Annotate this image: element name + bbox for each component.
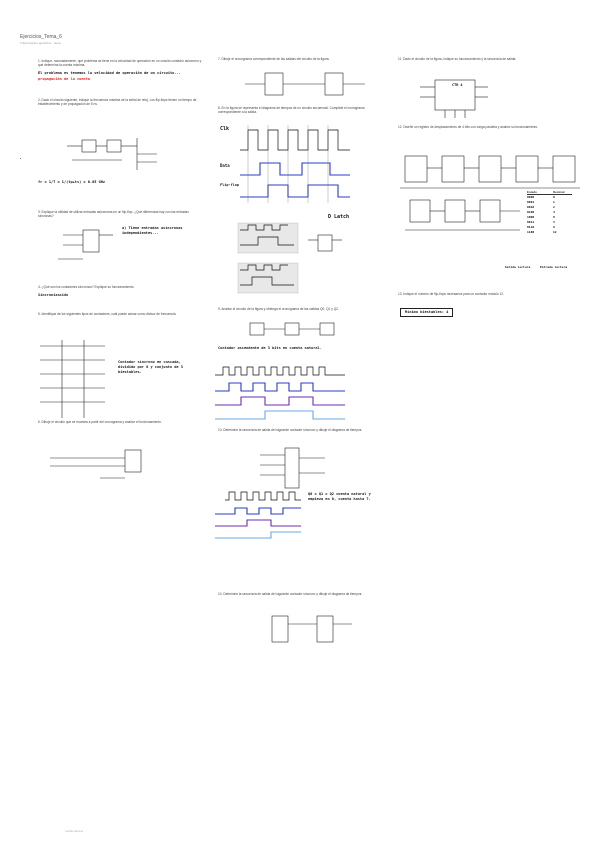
column-3 [398, 55, 568, 63]
q10-text: 10. Determine la secuencia de salida del siguiente contador síncrono y dibuje el diagrama de tiempos. [218, 428, 363, 432]
label-flipflop: Flip-flop [220, 183, 239, 187]
q5-answer: Contador síncrono en cascada, dividido por 8 y conjunto de 3 biestables. [118, 360, 183, 374]
table-cell-decimal: 0 [553, 195, 555, 199]
q1-text: 1. Indique, razonadamente, qué problema se tiene en la velocidad de operación en un circuito contador asíncrono y qué determina la cuenta máxima. [38, 59, 202, 67]
margin-mark [20, 158, 21, 159]
table-cell-state: 0110 [527, 225, 535, 229]
q8-timing-diagram [240, 125, 365, 205]
q7-circuit-diagram [240, 70, 370, 100]
q10-answer: Q0 = Q1 = Q2 cuenta natural y empieza en 0, cuenta hasta 7. [308, 492, 371, 501]
table-header-decimal: Decimal [553, 190, 565, 194]
q5-truth-table-sketch [40, 340, 110, 420]
q9-block [218, 307, 383, 313]
q3-text: 3. Explique la utilidad de utilizar entradas asíncronas en un flip-flop. ¿Qué diferencias hay con las entradas síncronas? [38, 210, 189, 218]
table-cell-decimal: 3 [553, 220, 555, 224]
table-cell-state: 0011 [527, 220, 535, 224]
q9-circuit-diagram [245, 320, 365, 340]
q5-block [38, 312, 203, 318]
document-title: Ejercicios_Tema_6 [20, 34, 62, 40]
q6-text: 6. Dibuje el circuito que se muestra a partir del cronograma y analice el funcionamiento. [38, 420, 162, 424]
note-left: Salida lectura [505, 265, 531, 269]
q9-timing-diagram [215, 365, 365, 425]
table-cell-state: 0100 [527, 210, 535, 214]
q4-answer: Sincronización [38, 292, 69, 297]
document-subtitle: Transcripción ejercicios · tema [20, 41, 61, 45]
table-cell-state: 0010 [527, 205, 535, 209]
q3-block [38, 210, 203, 220]
table-cell-state: 0000 [527, 195, 535, 199]
q2-text: 2. Dado el circuito siguiente, indique la frecuencia máxima de la señal de reloj. Los flip-flops tienen un tiempo de establecimiento y de propagación de 5 ns. [38, 97, 197, 106]
q8-latch-diagrams [228, 215, 368, 295]
table-cell-state: 1100 [527, 230, 535, 234]
q12-text: 12. Diseñe un registro de desplazamiento de 4 bits con carga paralela y analice su funcionamiento. [398, 125, 538, 129]
q13-text: 13. Indique el número de flip-flops necesarios para un contador módulo 12. [398, 292, 504, 296]
table-cell-decimal: 2 [553, 205, 555, 209]
table-cell-decimal: 12 [553, 230, 557, 234]
q9-text: 9. Analice el circuito de la figura y obtenga el cronograma de las salidas Q0, Q1 y Q2. [218, 307, 339, 311]
q1-answer: El problema es tenemos la velocidad de operación de un circuito... [38, 70, 181, 75]
q8-text: 8. En la figura se representa el diagrama de tiempos de un circuito secuencial. Complete el cronograma correspondiente a la salida. [218, 106, 365, 114]
chip-label: CTR 4 [452, 83, 463, 87]
q2-circuit-diagram [62, 130, 182, 180]
q13-block [398, 292, 568, 298]
q5-text: 5. Identifique de los siguientes tipos de contadores, cuál puede actuar como divisor de frecuencia. [38, 312, 177, 316]
table-cell-state: 0001 [527, 200, 535, 204]
q1-highlight: propagación de la cuenta [38, 77, 90, 82]
q10-circuit-diagram [255, 443, 335, 493]
table-row [527, 230, 572, 235]
q9-answer: Contador ascendente de 3 bits en cuenta natural. [218, 346, 322, 350]
q12-shift-register-diagram [400, 148, 585, 193]
table-cell-decimal: 8 [553, 215, 555, 219]
q3-flipflop-diagram [58, 225, 118, 265]
q4-block [38, 285, 203, 301]
q8-block [218, 106, 383, 116]
label-data: Data [220, 163, 230, 168]
label-clk: Clk [220, 126, 230, 132]
label-d-latch: D Latch [328, 214, 350, 220]
footer-text: nombre alumno [65, 830, 84, 833]
q11-text: 11. Dado el circuito de la figura, indique su funcionamiento y la secuencia de salida. [398, 57, 517, 61]
q10b-circuit-diagram [262, 612, 362, 652]
table-header-state: Estado [527, 190, 538, 194]
q12-register-diagram-2 [400, 195, 530, 240]
q3-answer: a) Tiene entradas asíncronas independientes... [122, 226, 183, 235]
table-cell-decimal: 6 [553, 225, 555, 229]
q2-calculation: fr = 1/T = 1/(tp+ts) = 0.05 GHz [38, 180, 106, 184]
q7-text: 7. Dibuje el cronograma correspondiente de las salidas del circuito de la figura. [218, 57, 330, 61]
q12-block [398, 125, 568, 131]
q11-chip-diagram [420, 75, 490, 120]
q10b-block [218, 592, 383, 598]
table-cell-decimal: 1 [553, 200, 555, 204]
column-1 [38, 55, 203, 108]
state-table [527, 190, 572, 235]
column-2 [218, 55, 383, 63]
q6-block [38, 420, 203, 426]
q13-answer: Mínimo biestables: 4 [400, 308, 453, 317]
q6-circuit-diagram [40, 438, 150, 498]
note-right: Entrada lectura [540, 265, 568, 269]
q10-block [218, 428, 383, 434]
q10b-text: 10. Determine la secuencia de salida del siguiente contador síncrono y dibuje el diagrama de tiempos. [218, 592, 363, 596]
table-body [527, 195, 572, 235]
table-cell-decimal: 4 [553, 210, 555, 214]
q4-text: 4. ¿Qué son los contadores síncronos? Explique su funcionamiento. [38, 285, 135, 289]
table-cell-state: 1000 [527, 215, 535, 219]
